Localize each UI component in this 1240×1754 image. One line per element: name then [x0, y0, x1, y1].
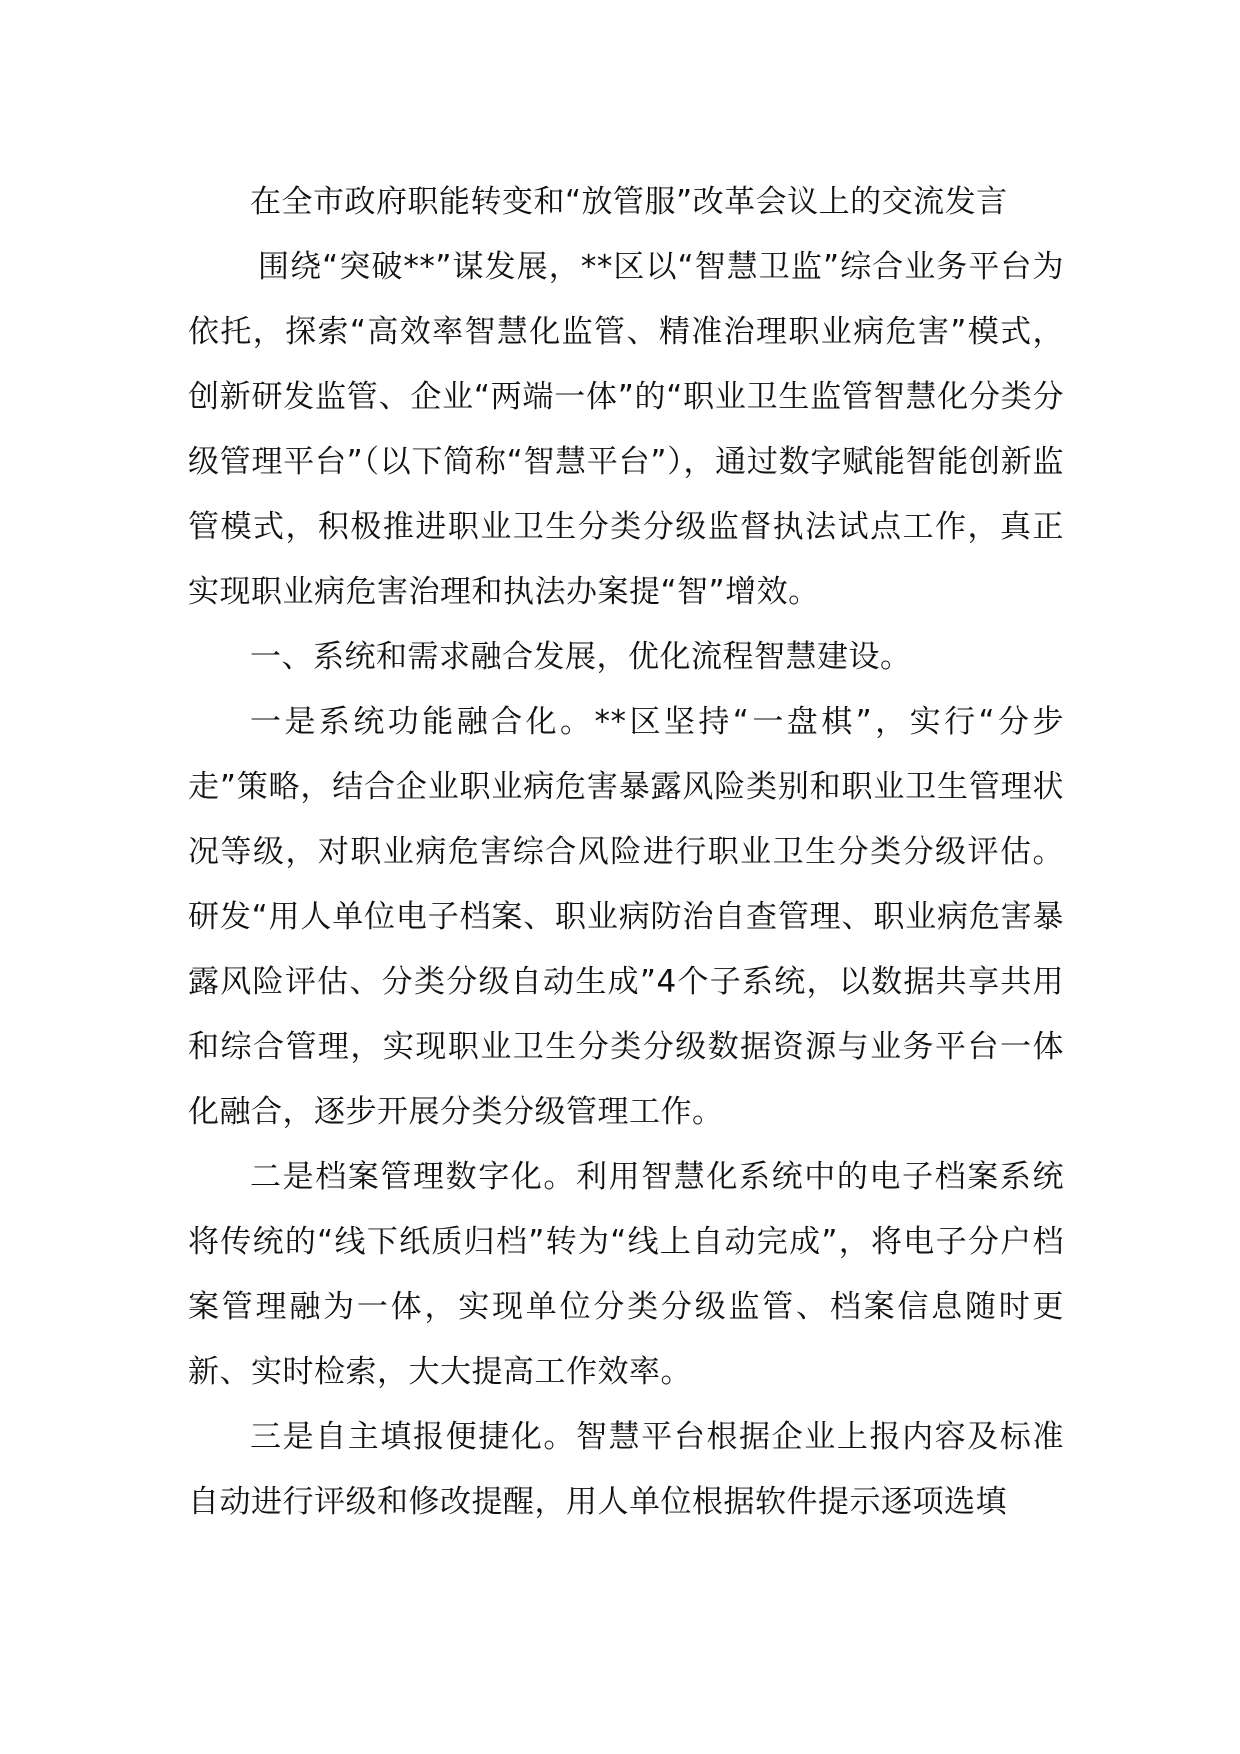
document-title: 在全市政府职能转变和“放管服”改革会议上的交流发言	[250, 184, 1008, 220]
paragraph-point-three: 三是自主填报便捷化。智慧平台根据企业上报内容及标准自动进行评级和修改提醒，用人单位根据软件提示逐项选填	[188, 1419, 1064, 1520]
paragraph-intro: 围绕“突破**”谋发展，**区以“智慧卫监”综合业务平台为依托，探索“高效率智慧化监管、精准治理职业病危害”模式，创新研发监管、企业“两端一体”的“职业卫生监管智慧化分类分级管理平台”（以下简称“智慧平台”），通过数字赋能智能创新监管模式，积极推进职业卫生分类分级监督执法试点工作，真正实现职业病危害治理和执法办案提“智”增效。	[188, 249, 1064, 610]
paragraph-section-heading: 一、系统和需求融合发展，优化流程智慧建设。	[250, 639, 912, 675]
paragraph-point-one: 一是系统功能融合化。**区坚持“一盘棋”，实行“分步走”策略，结合企业职业病危害暴露风险类别和职业卫生管理状况等级，对职业病危害综合风险进行职业卫生分类分级评估。研发“用人单位电子档案、职业病防治自查管理、职业病危害暴露风险评估、分类分级自动生成”4个子系统，以数据共享共用和综合管理，实现职业卫生分类分级数据资源与业务平台一体化融合，逐步开展分类分级管理工作。	[188, 704, 1064, 1130]
paragraph-point-two: 二是档案管理数字化。利用智慧化系统中的电子档案系统将传统的“线下纸质归档”转为“线上自动完成”，将电子分户档案管理融为一体，实现单位分类分级监管、档案信息随时更新、实时检索，大大提高工作效率。	[188, 1159, 1064, 1390]
document-body	[188, 170, 1064, 1535]
